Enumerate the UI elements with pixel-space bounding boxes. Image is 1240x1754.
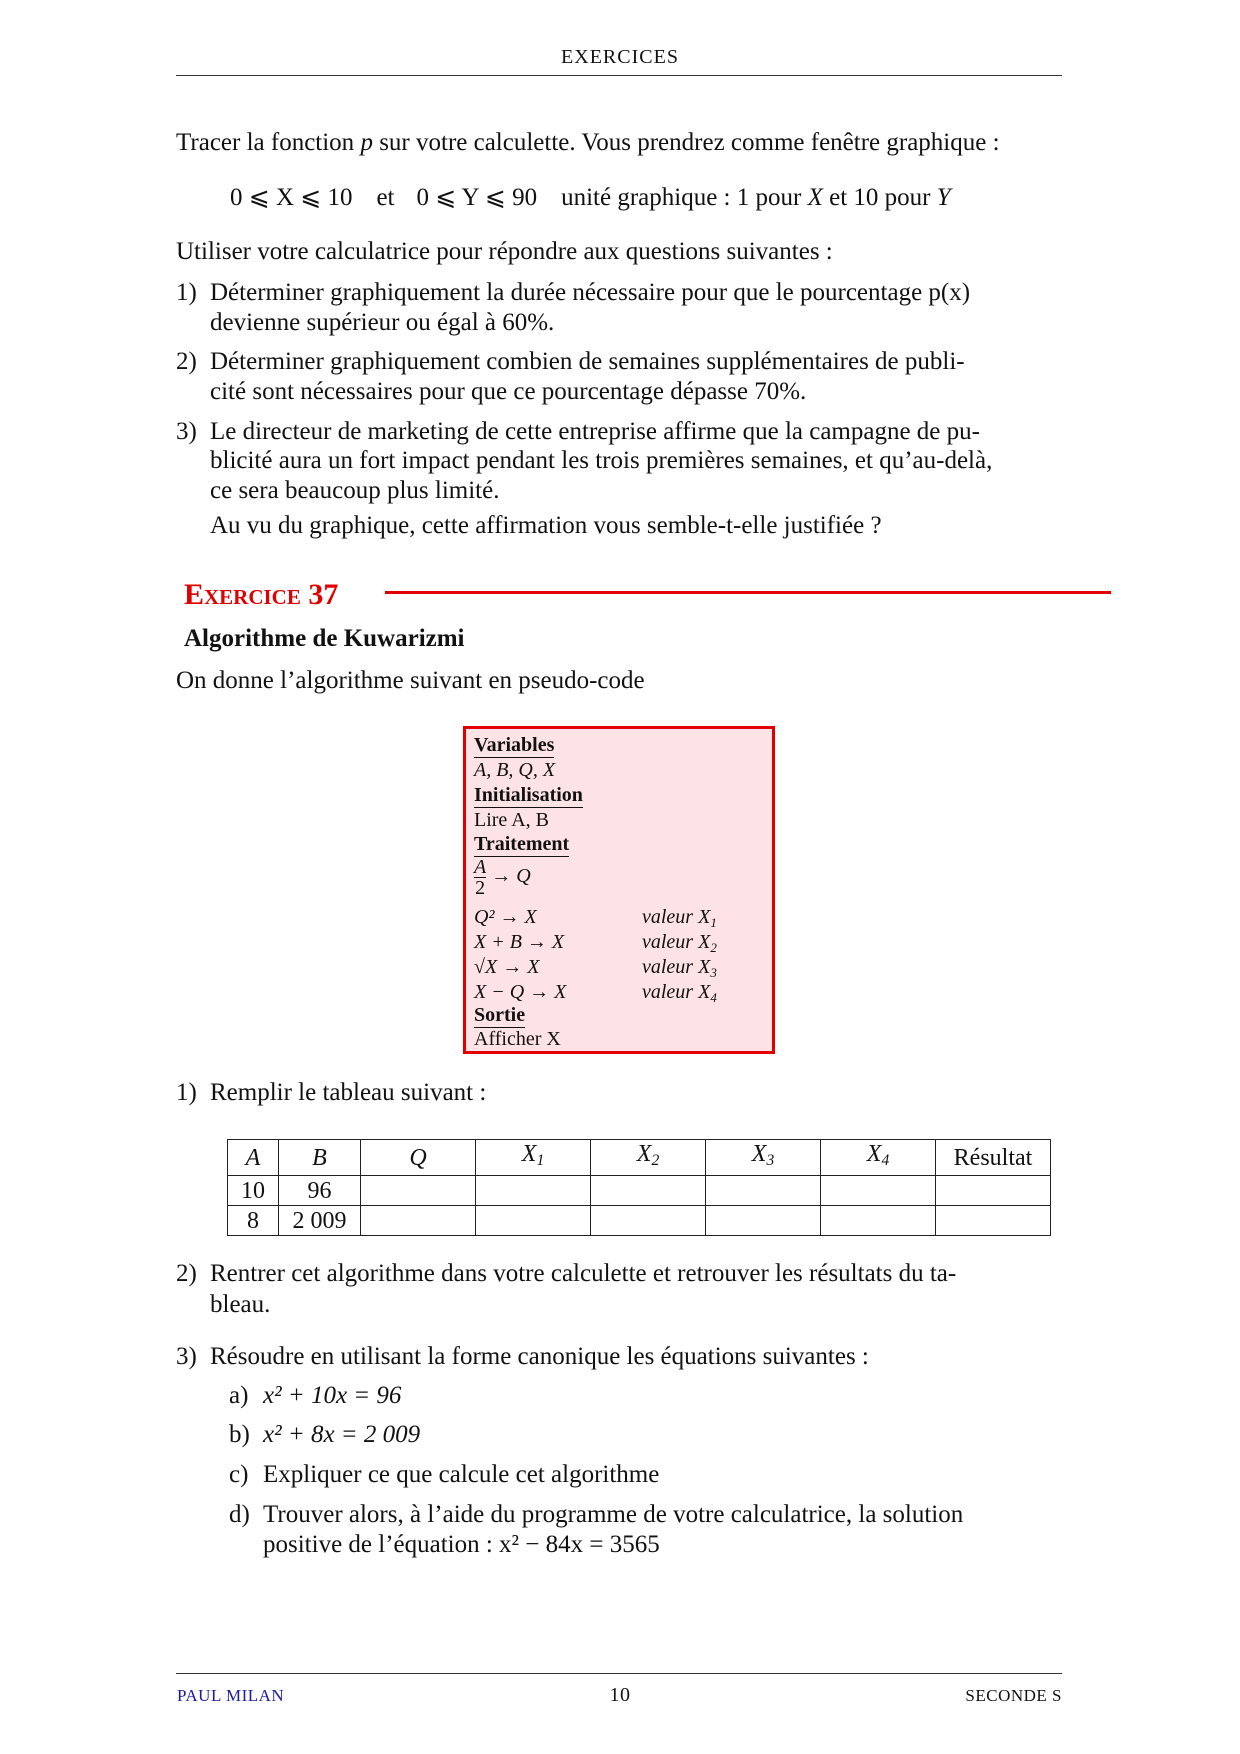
exercise-rule — [385, 591, 1111, 594]
code: √X → X — [474, 956, 540, 978]
item-text: positive de l’équation : x² − 84x = 3565 — [263, 1531, 660, 1558]
h: X — [751, 1141, 767, 1167]
h: B — [312, 1144, 327, 1171]
algorithm-box — [463, 726, 775, 1054]
section-output: Sortie — [474, 1004, 526, 1026]
page-number: 10 — [609, 1684, 631, 1706]
step — [474, 955, 754, 979]
text: unité graphique : 1 pour — [561, 184, 808, 211]
cell: 8 — [228, 1206, 279, 1236]
h: Résultat — [953, 1144, 1033, 1171]
section-init: Initialisation — [474, 784, 583, 806]
header-cell — [706, 1140, 821, 1176]
h: X — [521, 1141, 537, 1167]
var-p: p — [360, 129, 373, 156]
exercise-intro: On donne l’algorithme suivant en pseudo-code — [176, 667, 645, 694]
exercise-title: Exercice 37 — [184, 578, 339, 611]
header-cell — [279, 1140, 361, 1176]
table-header-row — [228, 1140, 1051, 1176]
denominator: 2 — [475, 877, 486, 899]
item-label: b) — [229, 1421, 250, 1448]
footer-author: PAUL MILAN — [177, 1686, 285, 1705]
text: Tracer la fonction — [176, 129, 361, 156]
cell[interactable] — [821, 1176, 936, 1206]
cell[interactable] — [706, 1206, 821, 1236]
question-text: ce sera beaucoup plus limité. — [210, 477, 500, 504]
text: et 10 pour — [822, 184, 937, 211]
variables: A, B, Q, X — [474, 759, 556, 781]
sub: 4 — [881, 1152, 890, 1169]
sub: 1 — [536, 1152, 545, 1169]
code: Q² → X — [474, 906, 537, 928]
header-cell — [936, 1140, 1051, 1176]
question-text: bleau. — [210, 1291, 271, 1318]
note-text: valeur X — [642, 981, 711, 1003]
instructions: Utiliser votre calculatrice pour répondre aux questions suivantes : — [176, 238, 833, 265]
cell[interactable] — [706, 1176, 821, 1206]
step-divide — [474, 857, 531, 898]
header-cell — [821, 1140, 936, 1176]
text: X — [807, 184, 823, 211]
section-treatment: Traitement — [474, 833, 570, 855]
question-text: devienne supérieur ou égal à 60%. — [210, 309, 555, 336]
question-number: 2) — [176, 1260, 197, 1287]
running-header: EXERCICES — [561, 46, 679, 68]
question-number: 3) — [176, 418, 197, 445]
question-number: 2) — [176, 348, 197, 375]
and-text: et — [376, 184, 395, 211]
cell[interactable] — [476, 1176, 591, 1206]
equation-b: x² + 8x = 2 009 — [263, 1421, 421, 1448]
exercise-subtitle: Algorithme de Kuwarizmi — [184, 625, 465, 652]
step — [474, 980, 754, 1004]
window-settings — [230, 183, 951, 213]
equation-a: x² + 10x = 96 — [263, 1382, 402, 1409]
step — [474, 930, 754, 954]
header-cell — [476, 1140, 591, 1176]
question-number: 1) — [176, 1079, 197, 1106]
table-row — [228, 1206, 1051, 1236]
question-number: 3) — [176, 1343, 197, 1370]
cell[interactable] — [476, 1206, 591, 1236]
numerator: A — [474, 856, 487, 878]
item-label: a) — [229, 1382, 249, 1409]
subscript: 4 — [710, 990, 717, 1005]
item-text: Trouver alors, à l’aide du programme de votre calculatrice, la solution — [263, 1501, 964, 1528]
init: Lire A, B — [474, 809, 549, 831]
step — [474, 905, 754, 929]
code: X − Q → X — [474, 981, 567, 1003]
sub: 3 — [766, 1152, 775, 1169]
y-range: 0 ⩽ Y ⩽ 90 — [416, 184, 538, 211]
note-text: valeur X — [642, 956, 711, 978]
cell: 96 — [279, 1176, 361, 1206]
section-variables: Variables — [474, 734, 555, 756]
question-text: cité sont nécessaires pour que ce pourcentage dépasse 70%. — [210, 378, 807, 405]
x-range: 0 ⩽ X ⩽ 10 — [230, 184, 353, 211]
cell: 10 — [228, 1176, 279, 1206]
cell[interactable] — [936, 1176, 1051, 1206]
note — [642, 980, 717, 1010]
item-label: c) — [229, 1461, 249, 1488]
footer-class: SECONDE S — [965, 1686, 1062, 1705]
cell[interactable] — [936, 1206, 1051, 1236]
h: X — [866, 1141, 882, 1167]
cell: 2 009 — [279, 1206, 361, 1236]
subscript: 3 — [710, 965, 717, 980]
results-table — [227, 1139, 1051, 1236]
h: Q — [409, 1144, 427, 1171]
h: A — [245, 1144, 261, 1171]
cell[interactable] — [361, 1206, 476, 1236]
assign: → Q — [491, 865, 531, 888]
note-text: valeur X — [642, 931, 711, 953]
question-text: Déterminer graphiquement combien de semaines supplémentaires de publi- — [210, 348, 965, 375]
header-cell — [591, 1140, 706, 1176]
table-row — [228, 1176, 1051, 1206]
question-number: 1) — [176, 279, 197, 306]
header-cell — [361, 1140, 476, 1176]
footer-rule — [176, 1673, 1062, 1674]
cell[interactable] — [591, 1176, 706, 1206]
cell[interactable] — [591, 1206, 706, 1236]
h: X — [636, 1141, 652, 1167]
question-text: Remplir le tableau suivant : — [210, 1079, 487, 1106]
question-text: Le directeur de marketing de cette entreprise affirme que la campagne de pu- — [210, 418, 980, 445]
code: X + B → X — [474, 931, 565, 953]
text: Y — [936, 184, 951, 211]
question-text: Déterminer graphiquement la durée nécessaire pour que le pourcentage p(x) — [210, 279, 971, 306]
subscript: 2 — [710, 940, 717, 955]
header-rule — [176, 75, 1062, 76]
cell[interactable] — [361, 1176, 476, 1206]
header-cell — [228, 1140, 279, 1176]
question-text: blicité aura un fort impact pendant les trois premières semaines, et qu’au-delà, — [210, 447, 993, 474]
output: Afficher X — [474, 1028, 561, 1050]
subscript: 1 — [710, 915, 717, 930]
question-text: Résoudre en utilisant la forme canonique les équations suivantes : — [210, 1343, 869, 1370]
question-text: Rentrer cet algorithme dans votre calculette et retrouver les résultats du ta- — [210, 1260, 957, 1287]
intro-line — [176, 128, 1000, 158]
item-text: Expliquer ce que calcule cet algorithme — [263, 1461, 660, 1488]
question-text: Au vu du graphique, cette affirmation vous semble-t-elle justifiée ? — [210, 512, 882, 539]
item-label: d) — [229, 1501, 250, 1528]
text: sur votre calculette. Vous prendrez comme fenêtre graphique : — [372, 129, 1000, 156]
note-text: valeur X — [642, 906, 711, 928]
cell[interactable] — [821, 1206, 936, 1236]
sub: 2 — [651, 1152, 660, 1169]
